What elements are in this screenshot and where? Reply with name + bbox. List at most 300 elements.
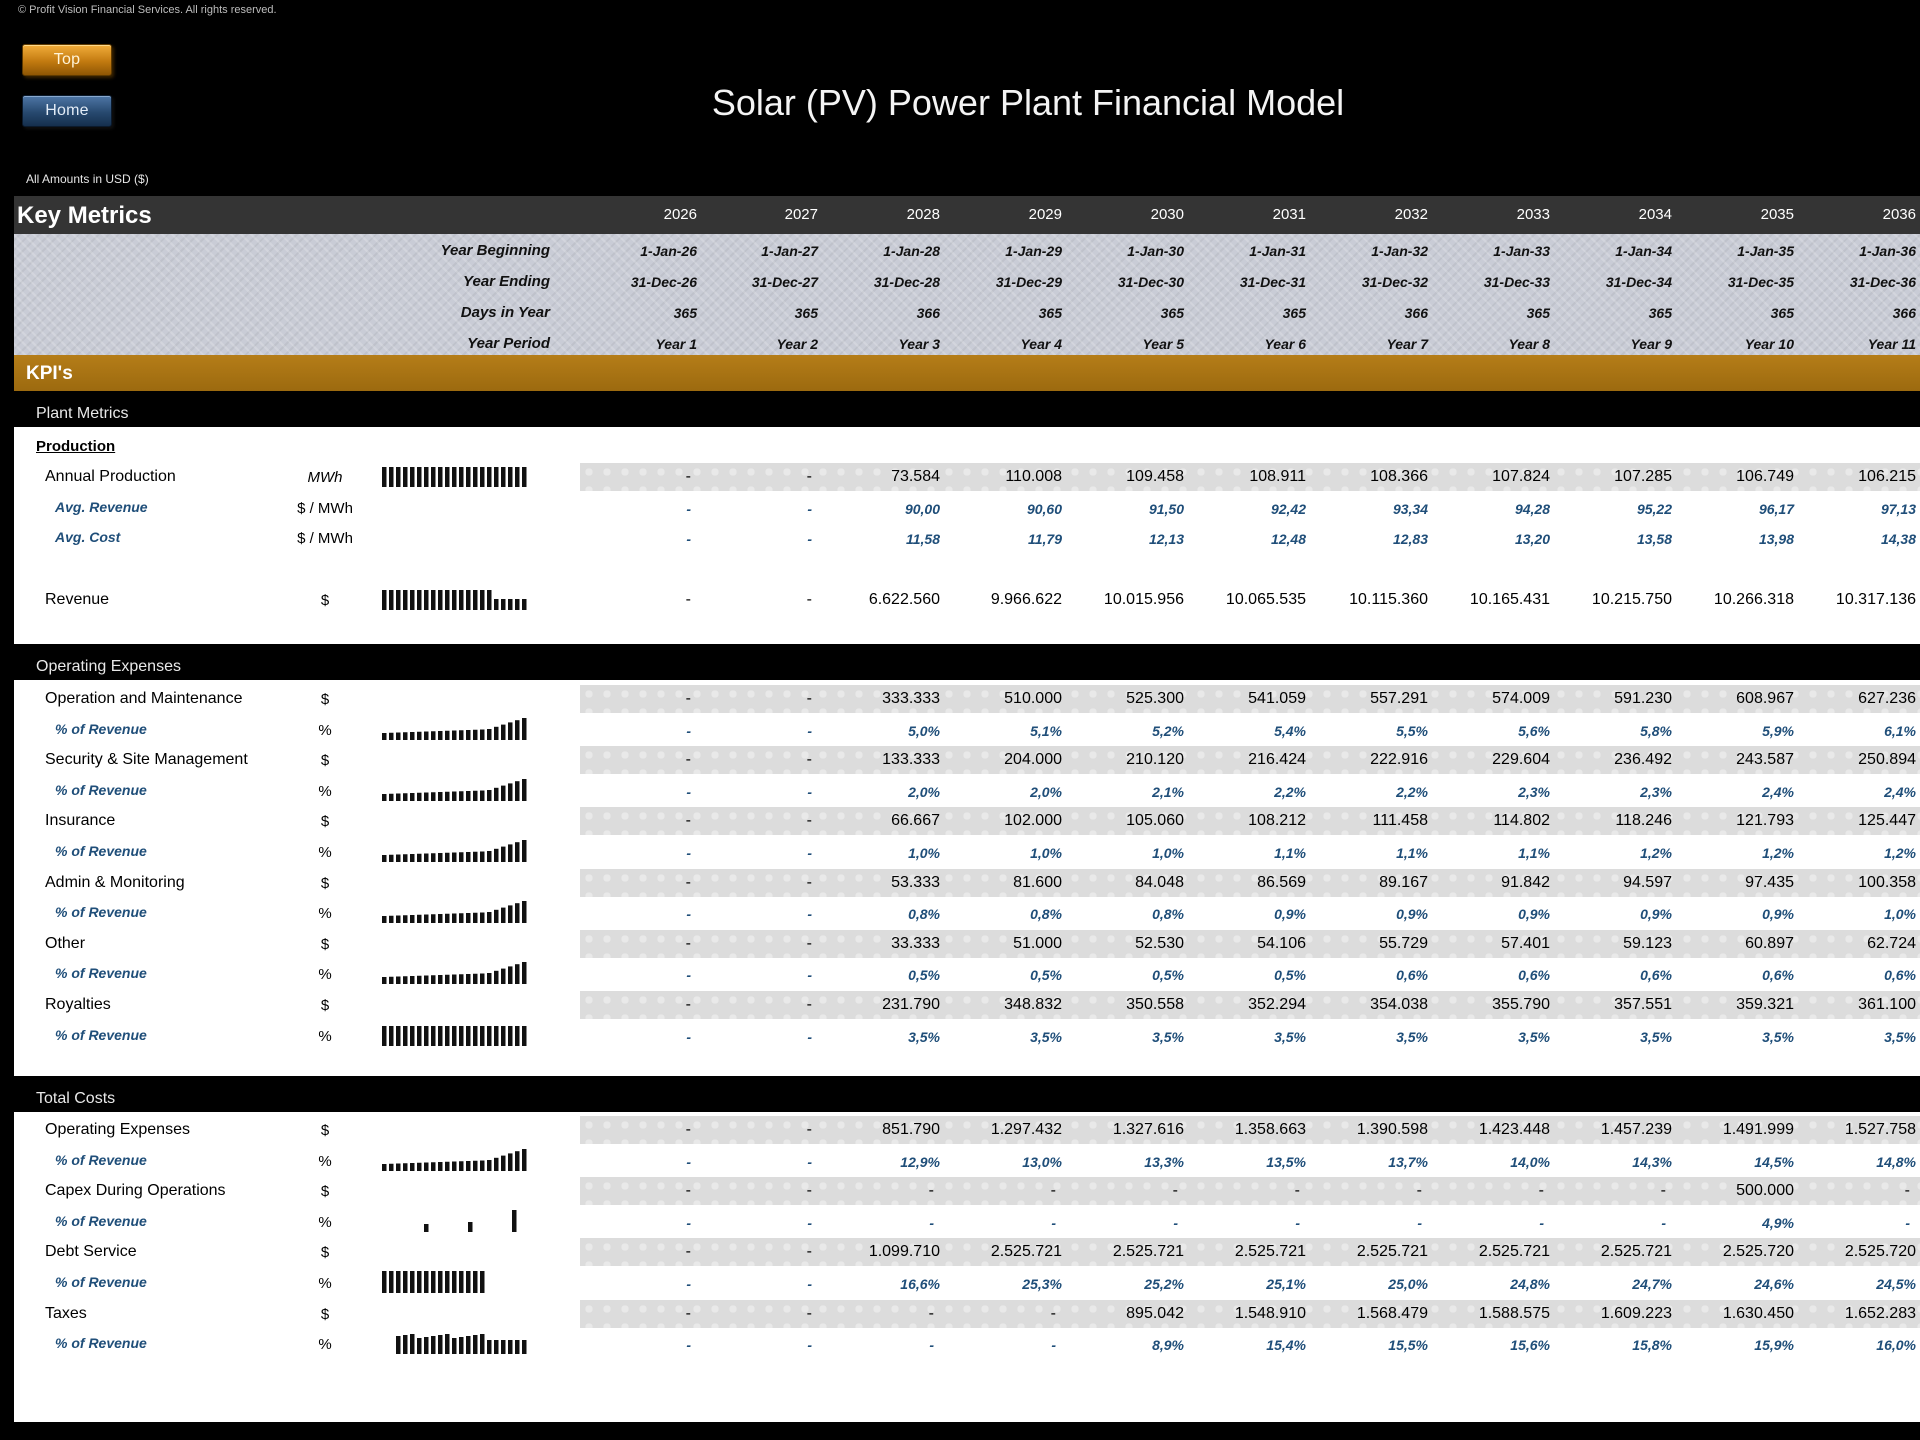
sparkline-bar [389, 977, 394, 984]
sparkline-bar [438, 467, 443, 487]
value-cell: 1.548.910 [1234, 1304, 1306, 1322]
kpi-bar [14, 355, 1920, 391]
sparkline-bar [508, 467, 513, 487]
percent-of-revenue-label: % of Revenue [55, 1212, 147, 1229]
sparkline-bar [508, 967, 513, 985]
sparkline-bar [452, 791, 457, 801]
value-cell: - [1905, 1214, 1910, 1231]
sparkline-bar [466, 913, 471, 923]
value-cell: 1,1% [1274, 845, 1306, 861]
value-cell: - [686, 967, 691, 984]
period-cell: 1-Jan-36 [1859, 243, 1916, 259]
sparkline-bar [382, 590, 387, 610]
value-cell: - [807, 845, 812, 861]
sparkline-bar [417, 1338, 422, 1354]
value-cell: 0,6% [1640, 967, 1672, 984]
section-title: Total Costs [36, 1090, 116, 1107]
unit-label: $ / MWh [297, 499, 353, 517]
value-cell: 81.600 [1013, 873, 1062, 891]
value-cell: 0,9% [1274, 906, 1306, 923]
value-cell: 354.038 [1370, 996, 1428, 1013]
percent-of-revenue-label: Avg. Revenue [55, 498, 148, 515]
metric-label: Capex During Operations [45, 1182, 226, 1200]
sparkline-bar [522, 467, 527, 487]
metric-label: Other [45, 934, 86, 952]
value-cell: 0,6% [1884, 967, 1916, 984]
value-cell: 90,60 [1026, 500, 1062, 517]
sparkline-bar [389, 1026, 394, 1046]
value-cell: 0,5% [1030, 967, 1062, 984]
period-cell: Year 2 [776, 336, 818, 352]
period-cell: Year 5 [1142, 336, 1184, 352]
value-cell: - [1172, 1182, 1178, 1200]
value-cell: 14,8% [1876, 1153, 1916, 1170]
sparkline-bar [480, 590, 485, 610]
period-cell: 365 [1648, 305, 1672, 321]
period-cell: 1-Jan-28 [883, 243, 940, 259]
sparkline-bar [403, 1163, 408, 1171]
sparkline-bar [522, 962, 527, 984]
period-cell: 31-Dec-30 [1117, 274, 1184, 290]
value-cell: 1.588.575 [1478, 1304, 1550, 1322]
sparkline-bar [410, 1026, 415, 1046]
year-column-header: 2035 [1760, 206, 1794, 223]
sparkline-bar [452, 975, 457, 985]
sparkline-bar [417, 1026, 422, 1046]
value-cell: 557.291 [1370, 690, 1428, 707]
value-cell: 25,0% [1388, 1276, 1428, 1292]
sparkline-bar [452, 730, 457, 740]
period-cell: 1-Jan-29 [1005, 243, 1062, 259]
period-row-label: Year Beginning [440, 242, 550, 259]
unit-label: % [318, 905, 332, 923]
amounts-note: All Amounts in USD ($) [26, 172, 149, 186]
sparkline-bar [382, 1164, 387, 1171]
period-cell: 365 [1770, 305, 1794, 321]
sparkline-bar [445, 1026, 450, 1046]
sparkline-bar [424, 976, 429, 985]
period-cell: 31-Dec-33 [1483, 274, 1550, 290]
sparkline-bar [431, 1162, 436, 1171]
sparkline-bar [438, 731, 443, 740]
value-cell: 5,9% [1762, 722, 1794, 739]
sparkline-bar [417, 467, 422, 487]
period-cell: 1-Jan-31 [1249, 243, 1306, 259]
value-cell: 0,9% [1762, 906, 1794, 923]
year-column-header: 2032 [1394, 206, 1428, 223]
sparkline-bar [459, 913, 464, 923]
period-cell: 1-Jan-26 [640, 243, 697, 259]
value-cell: 210.120 [1126, 751, 1184, 769]
sparkline-bar [508, 1340, 513, 1354]
sparkline-bar [382, 467, 387, 487]
value-cell: 24,6% [1754, 1276, 1794, 1292]
value-cell: - [807, 783, 812, 800]
sparkline-bar [396, 916, 401, 924]
value-cell: 1.423.448 [1478, 1121, 1550, 1138]
value-cell: 14,0% [1510, 1153, 1550, 1170]
period-cell: Year 10 [1744, 336, 1794, 352]
value-cell: 574.009 [1492, 690, 1550, 707]
sparkline-bar [459, 852, 464, 862]
sparkline-bar [459, 791, 464, 801]
value-cell: 510.000 [1004, 690, 1062, 707]
sparkline-bar [438, 1162, 443, 1171]
sparkline-bar [515, 965, 520, 985]
value-cell: 5,1% [1030, 722, 1062, 739]
sparkline-bar [410, 467, 415, 487]
value-cell: 13,0% [1022, 1153, 1062, 1170]
value-cell: 86.569 [1257, 873, 1306, 891]
value-cell: 114.802 [1493, 812, 1550, 830]
sparkline-bar [459, 467, 464, 487]
percent-of-revenue-label: % of Revenue [55, 1335, 147, 1352]
value-cell: 10.317.136 [1835, 590, 1916, 608]
value-cell: - [806, 751, 812, 769]
value-cell: 0,5% [1274, 967, 1306, 984]
sparkline-bar [424, 1337, 429, 1354]
period-cell: 31-Dec-31 [1239, 274, 1306, 290]
sparkline-bar [501, 467, 506, 487]
sparkline-bar [459, 1337, 464, 1354]
value-cell: 102.000 [1004, 812, 1062, 830]
metric-label: Operation and Maintenance [45, 690, 243, 707]
value-cell: 1.491.999 [1722, 1121, 1794, 1138]
sparkline-bar [410, 1163, 415, 1171]
sparkline-bar [403, 977, 408, 985]
sparkline-bar [466, 467, 471, 487]
value-cell: 3,5% [1274, 1028, 1306, 1045]
value-cell: 2.525.721 [1112, 1243, 1184, 1261]
sparkline-bar [396, 590, 401, 610]
value-cell: - [685, 690, 691, 707]
sparkline-bar [466, 1161, 471, 1171]
period-cell: 1-Jan-30 [1127, 243, 1184, 259]
value-cell: 105.060 [1126, 812, 1184, 830]
value-cell: 1.099.710 [868, 1243, 940, 1261]
sparkline-bar [389, 590, 394, 610]
value-cell: 106.749 [1736, 468, 1794, 485]
sparkline-bar [417, 731, 422, 739]
sparkline-bar [515, 781, 520, 801]
value-cell: 107.285 [1614, 468, 1672, 485]
period-cell: Year 6 [1264, 336, 1306, 352]
sparkline-chart [382, 716, 542, 742]
value-cell: 95,22 [1636, 500, 1672, 517]
sparkline-bar [515, 720, 520, 740]
value-cell: 108.911 [1249, 468, 1306, 485]
percent-of-revenue-label: % of Revenue [55, 781, 147, 798]
value-cell: - [686, 1028, 691, 1045]
year-column-header: 2033 [1516, 206, 1550, 223]
value-cell: 243.587 [1736, 751, 1794, 769]
value-cell: - [685, 996, 691, 1013]
sparkline-bar [522, 840, 527, 862]
value-cell: 541.059 [1248, 690, 1306, 707]
value-cell: - [807, 531, 812, 547]
sparkline-bar [515, 467, 520, 487]
value-cell: 2,4% [1762, 783, 1794, 800]
value-cell: 59.123 [1623, 934, 1672, 952]
sparkline-chart [382, 777, 542, 803]
sparkline-bar [445, 853, 450, 862]
sparkline-bar [480, 790, 485, 801]
period-cell: Year 8 [1508, 336, 1550, 352]
value-cell: - [806, 690, 812, 707]
value-cell: 0,5% [908, 967, 940, 984]
value-cell: 133.333 [882, 751, 940, 769]
sparkline-bar [487, 973, 492, 984]
sparkline-bar [396, 732, 401, 740]
sparkline-bar [452, 914, 457, 924]
sparkline-bar [417, 793, 422, 801]
value-cell: 6.622.560 [868, 590, 940, 608]
value-cell: 15,5% [1388, 1337, 1428, 1354]
value-cell: 2,3% [1640, 783, 1672, 800]
sparkline-bar [431, 914, 436, 923]
value-cell: 357.551 [1614, 996, 1672, 1013]
sparkline-bar [445, 590, 450, 610]
value-cell: 0,5% [1152, 967, 1184, 984]
unit-label: % [318, 1213, 332, 1231]
sparkline-bar [424, 467, 429, 487]
value-cell: - [928, 1182, 934, 1200]
value-cell: - [686, 1337, 691, 1354]
value-cell: 0,6% [1396, 967, 1428, 984]
value-cell: - [806, 1243, 812, 1261]
year-column-header: 2030 [1150, 206, 1184, 223]
value-cell: 5,6% [1518, 722, 1550, 739]
value-cell: 13,98 [1758, 531, 1794, 547]
value-cell: 109.458 [1126, 468, 1184, 485]
sparkline-bar [466, 1336, 471, 1354]
sparkline-bar [452, 590, 457, 610]
value-cell: - [685, 1304, 691, 1322]
value-cell: 10.015.956 [1103, 590, 1184, 608]
value-cell: 2.525.721 [1600, 1243, 1672, 1261]
percent-of-revenue-label: % of Revenue [55, 965, 147, 982]
value-cell: - [685, 934, 691, 952]
sparkline-bar [431, 1271, 436, 1293]
sparkline-bar [417, 1162, 422, 1170]
value-cell: 2,0% [1030, 783, 1062, 800]
sparkline-bar [382, 1026, 387, 1046]
value-cell: 231.790 [882, 996, 940, 1013]
value-cell: 62.724 [1867, 934, 1916, 952]
sparkline-bar [480, 729, 485, 740]
period-row-label: Year Ending [463, 273, 550, 290]
sparkline-bar [494, 1340, 499, 1354]
sparkline-bar [389, 467, 394, 487]
value-cell: 1.630.450 [1722, 1304, 1794, 1322]
value-cell: - [686, 500, 691, 517]
sparkline-bar [389, 794, 394, 801]
value-cell: 2.525.721 [1356, 1243, 1428, 1261]
sparkline-bar [396, 793, 401, 801]
sparkline-chart [382, 1269, 542, 1295]
period-cell: 365 [1160, 305, 1184, 321]
value-cell: 97,13 [1880, 500, 1916, 517]
period-cell: 365 [1282, 305, 1306, 321]
value-cell: 110.008 [1005, 468, 1062, 485]
sparkline-bar [487, 590, 492, 610]
unit-label: $ [320, 591, 330, 609]
value-cell: 4,9% [1762, 1214, 1794, 1231]
value-cell: 2,3% [1518, 783, 1550, 800]
value-cell: 16,0% [1876, 1337, 1916, 1354]
sparkline-bar [445, 467, 450, 487]
sparkline-bar [515, 1340, 520, 1354]
value-cell: - [1051, 1214, 1056, 1231]
value-cell: 0,9% [1518, 906, 1550, 923]
period-cell: 365 [1526, 305, 1550, 321]
sparkline-bar [501, 847, 506, 862]
period-cell: 31-Dec-29 [995, 274, 1062, 290]
sparkline-bar [466, 852, 471, 862]
sparkline-bar [396, 855, 401, 863]
value-cell: 3,5% [908, 1028, 940, 1045]
top-button[interactable]: Top [22, 44, 112, 76]
sparkline-bar [382, 733, 387, 740]
sparkline-bar [473, 467, 478, 487]
value-cell: - [806, 1182, 812, 1200]
sparkline-bar [494, 849, 499, 862]
value-cell: 2,4% [1884, 783, 1916, 800]
value-cell: - [686, 722, 691, 739]
value-cell: - [1661, 1214, 1666, 1231]
sparkline-bar [522, 599, 527, 610]
value-cell: 1.568.479 [1356, 1304, 1428, 1322]
value-cell: 851.790 [882, 1121, 940, 1138]
percent-of-revenue-label: % of Revenue [55, 843, 147, 859]
unit-label: % [318, 1027, 332, 1045]
sparkline-bar [410, 732, 415, 740]
sparkline-bar [403, 732, 408, 740]
value-cell: 93,34 [1392, 500, 1428, 517]
sparkline-bar [494, 788, 499, 801]
value-cell: 121.793 [1736, 812, 1794, 830]
period-cell: 1-Jan-27 [761, 243, 818, 259]
value-cell: - [1660, 1182, 1666, 1200]
value-cell: 2.525.721 [990, 1243, 1062, 1261]
value-cell: - [685, 1243, 691, 1261]
sparkline-bar [424, 731, 429, 740]
sparkline-bar [487, 790, 492, 801]
value-cell: - [1539, 1214, 1544, 1231]
sparkline-bar [424, 1271, 429, 1293]
sparkline-bar [515, 599, 520, 610]
sparkline-bar [512, 1210, 517, 1232]
sparkline-bar [417, 854, 422, 862]
value-cell: 5,5% [1396, 722, 1428, 739]
sparkline-bar [487, 851, 492, 862]
sparkline-bar [396, 1026, 401, 1046]
sparkline-bar [424, 915, 429, 924]
value-cell: 0,8% [1152, 906, 1184, 923]
unit-label: % [318, 782, 332, 800]
unit-label: $ [320, 1183, 330, 1201]
value-cell: 97.435 [1745, 873, 1794, 891]
sparkline-bar [459, 1026, 464, 1046]
sparkline-bar [480, 913, 485, 924]
value-cell: 94.597 [1623, 873, 1672, 891]
value-cell: 3,5% [1518, 1028, 1550, 1045]
section-header [14, 391, 1920, 427]
sparkline-bar [473, 791, 478, 801]
unit-label: % [318, 1275, 332, 1292]
value-cell: 1,0% [1884, 906, 1916, 923]
value-cell: 1,0% [1152, 845, 1184, 861]
value-cell: 25,2% [1144, 1276, 1184, 1292]
sparkline-chart [382, 1208, 542, 1234]
sparkline-bar [494, 726, 499, 739]
home-button[interactable]: Home [22, 95, 112, 127]
value-cell: 5,2% [1152, 722, 1184, 739]
unit-label: % [318, 1336, 332, 1354]
sparkline-bar [466, 730, 471, 740]
sparkline-bar [480, 974, 485, 985]
year-column-header: 2027 [784, 206, 818, 223]
value-cell: 51.000 [1013, 934, 1062, 952]
value-cell: 52.530 [1135, 934, 1184, 952]
value-cell: - [929, 1214, 934, 1231]
section-title: Plant Metrics [36, 405, 129, 422]
value-cell: - [686, 906, 691, 923]
value-cell: 25,3% [1022, 1276, 1062, 1292]
value-cell: 118.246 [1615, 812, 1672, 830]
value-cell: - [685, 751, 691, 769]
unit-label: $ [320, 691, 330, 708]
sparkline-bar [487, 912, 492, 923]
sparkline-bar [468, 1222, 473, 1232]
value-cell: 895.042 [1126, 1304, 1184, 1322]
sparkline-bar [389, 732, 394, 739]
percent-of-revenue-label: % of Revenue [55, 904, 147, 921]
value-cell: 11,79 [1028, 531, 1062, 547]
value-cell: - [807, 500, 812, 517]
sparkline-chart [382, 960, 542, 986]
section-header [14, 1076, 1920, 1112]
value-cell: 229.604 [1492, 751, 1550, 769]
value-cell: - [807, 1153, 812, 1170]
value-cell: 14,5% [1754, 1153, 1794, 1170]
metric-label: Royalties [45, 996, 111, 1013]
period-cell: 1-Jan-34 [1615, 243, 1672, 259]
value-cell: - [1295, 1214, 1300, 1231]
sparkline-bar [445, 975, 450, 984]
value-cell: 13,5% [1266, 1153, 1306, 1170]
section-header [14, 644, 1920, 680]
metric-label: Taxes [45, 1304, 87, 1322]
sparkline-bar [424, 854, 429, 863]
value-cell: 111.458 [1372, 812, 1428, 830]
value-cell: - [1051, 1337, 1056, 1354]
unit-label: $ [320, 1244, 330, 1262]
key-metrics-label: Key Metrics [17, 202, 152, 229]
value-cell: 108.212 [1248, 812, 1306, 830]
value-cell: 0,8% [1030, 906, 1062, 923]
value-cell: 3,5% [1152, 1028, 1184, 1045]
value-cell: 11,58 [906, 531, 940, 547]
sparkline-bar [431, 467, 436, 487]
year-column-header: 2036 [1882, 206, 1916, 223]
sparkline-bar [424, 1224, 429, 1232]
sparkline-chart [382, 586, 542, 612]
sparkline-bar [403, 1026, 408, 1046]
sparkline-bar [473, 729, 478, 739]
unit-label: $ [320, 813, 330, 831]
sparkline-bar [410, 976, 415, 984]
